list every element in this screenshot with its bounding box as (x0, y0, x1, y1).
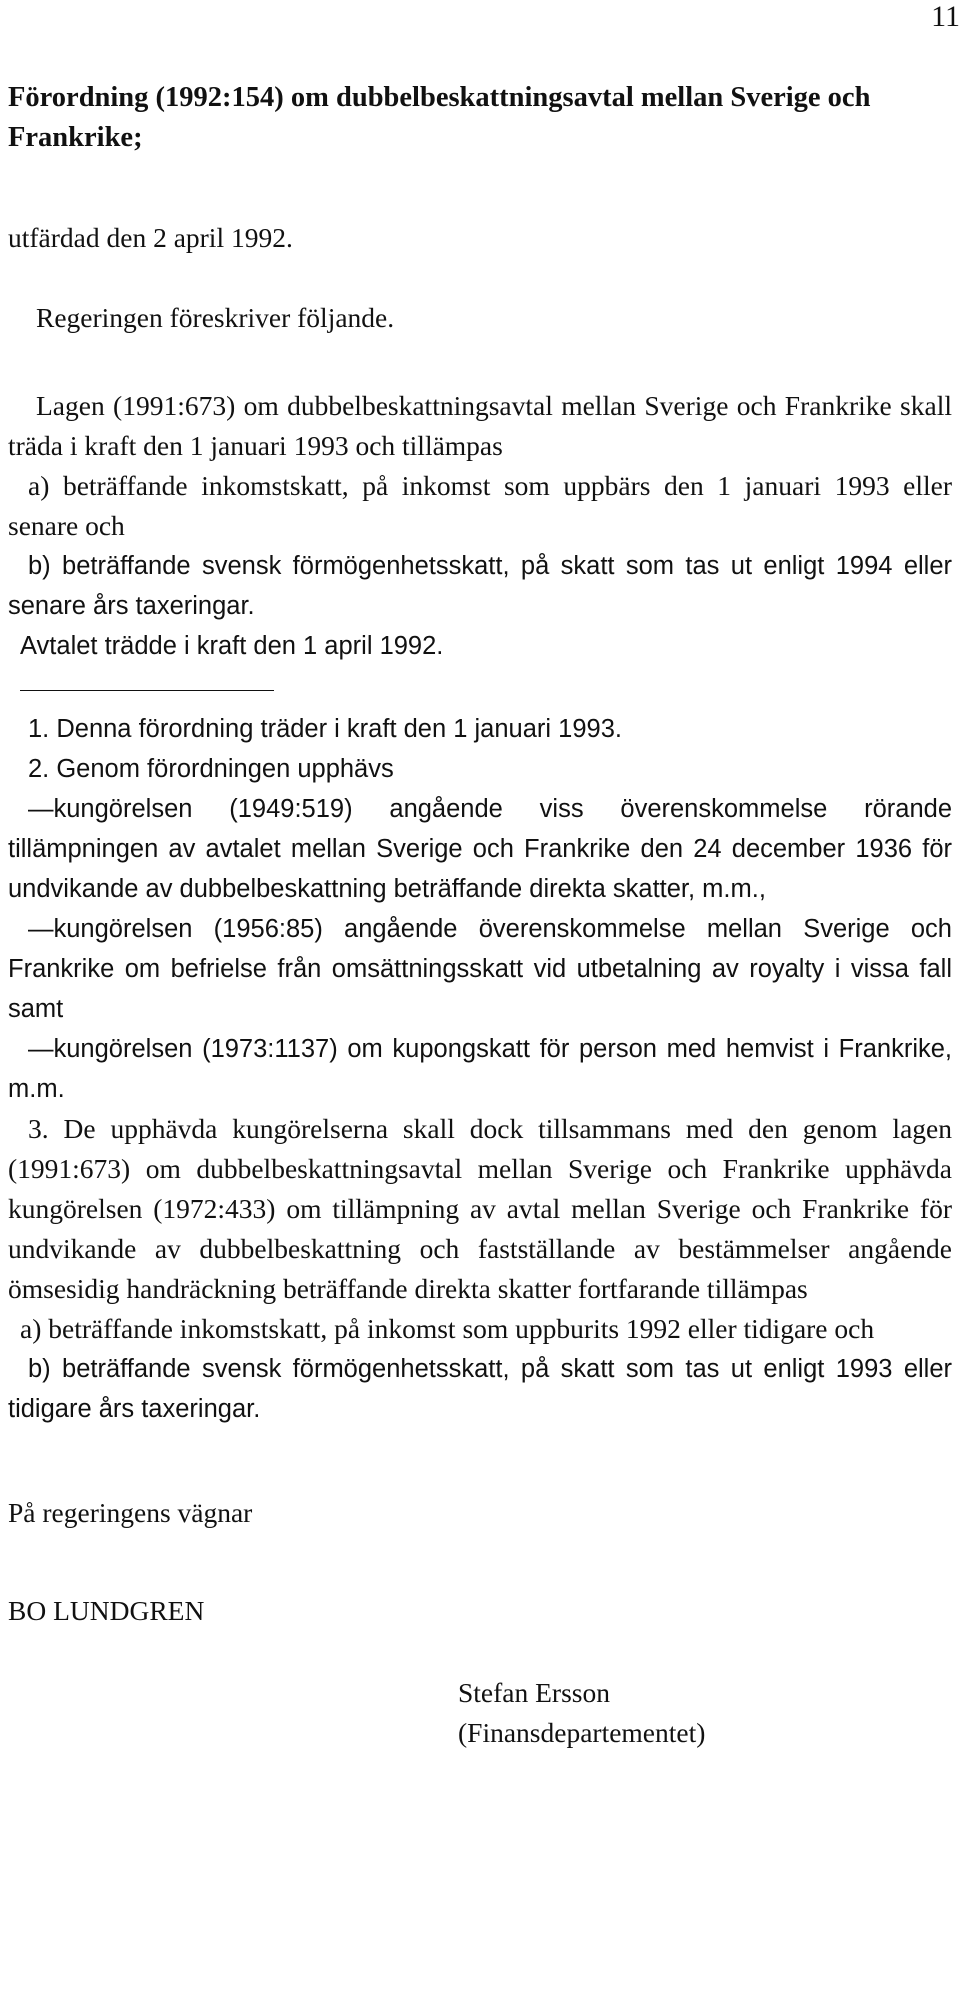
transitional-item-2-c: —kungörelsen (1973:1137) om kupongskatt för person med hemvist i Frankrike, m.m. (8, 1035, 952, 1103)
section-divider (20, 690, 274, 691)
intro-paragraph-4: Avtalet trädde i kraft den 1 april 1992. (20, 632, 444, 660)
preamble: Regeringen föreskriver följande. (36, 302, 395, 333)
transitional-item-2-a: —kungörelsen (1949:519) angående viss överenskommelse rörande tillämpningen av avtalet mellan Sverige och Frankrike den 24 december 1936 för undvikande av dubbelbeskattning beträffande direkta skatter, m.m., (8, 795, 952, 903)
issued-date: utfärdad den 2 april 1992. (8, 222, 293, 253)
page-number: 11 (931, 0, 960, 33)
official-department: (Finansdepartementet) (458, 1717, 706, 1748)
transitional-item-2-b: —kungörelsen (1956:85) angående överenskommelse mellan Sverige och Frankrike om befrielse från omsättningsskatt vid utbetalning av royalty i vissa fall samt (8, 915, 952, 1023)
intro-paragraph-1: Lagen (1991:673) om dubbelbeskattningsavtal mellan Sverige och Frankrike skall träda i kraft den 1 januari 1993 och tillämpas (8, 390, 952, 461)
intro-paragraph-3: b) beträffande svensk förmögenhetsskatt, på skatt som tas ut enligt 1994 eller senare års taxeringar. (8, 552, 952, 620)
intro-paragraph-2: a) beträffande inkomstskatt, på inkomst som uppbärs den 1 januari 1993 eller senare och (8, 470, 952, 541)
transitional-item-3-b: b) beträffande svensk förmögenhetsskatt, på skatt som tas ut enligt 1993 eller tidigare års taxeringar. (8, 1355, 952, 1423)
document-body (8, 78, 952, 1753)
transitional-item-2: 2. Genom förordningen upphävs (28, 755, 394, 783)
transitional-item-1: 1. Denna förordning träder i kraft den 1 januari 1993. (28, 715, 622, 743)
official-name: Stefan Ersson (458, 1677, 610, 1708)
transitional-item-3-a: a) beträffande inkomstskatt, på inkomst som uppburits 1992 eller tidigare och (20, 1313, 875, 1344)
signature-block (8, 1493, 952, 1753)
signer-name: BO LUNDGREN (8, 1595, 205, 1626)
on-behalf-line: På regeringens vägnar (8, 1497, 253, 1528)
document-title: Förordning (1992:154) om dubbelbeskattningsavtal mellan Sverige och Frankrike; (8, 82, 871, 153)
transitional-item-3: 3. De upphävda kungörelserna skall dock tillsammans med den genom lagen (1991:673) om dubbelbeskattningsavtal mellan Sverige och Frankrike upphävda kungörelsen (1972:433) om tillämpning av avtal mellan Sverige och Frankrike för undvikande av dubbelbeskattning och fastställande av bestämmelser angående ömsesidig handräckning beträffande direkta skatter fortfarande tillämpas (8, 1113, 952, 1304)
official-block (458, 1673, 952, 1753)
